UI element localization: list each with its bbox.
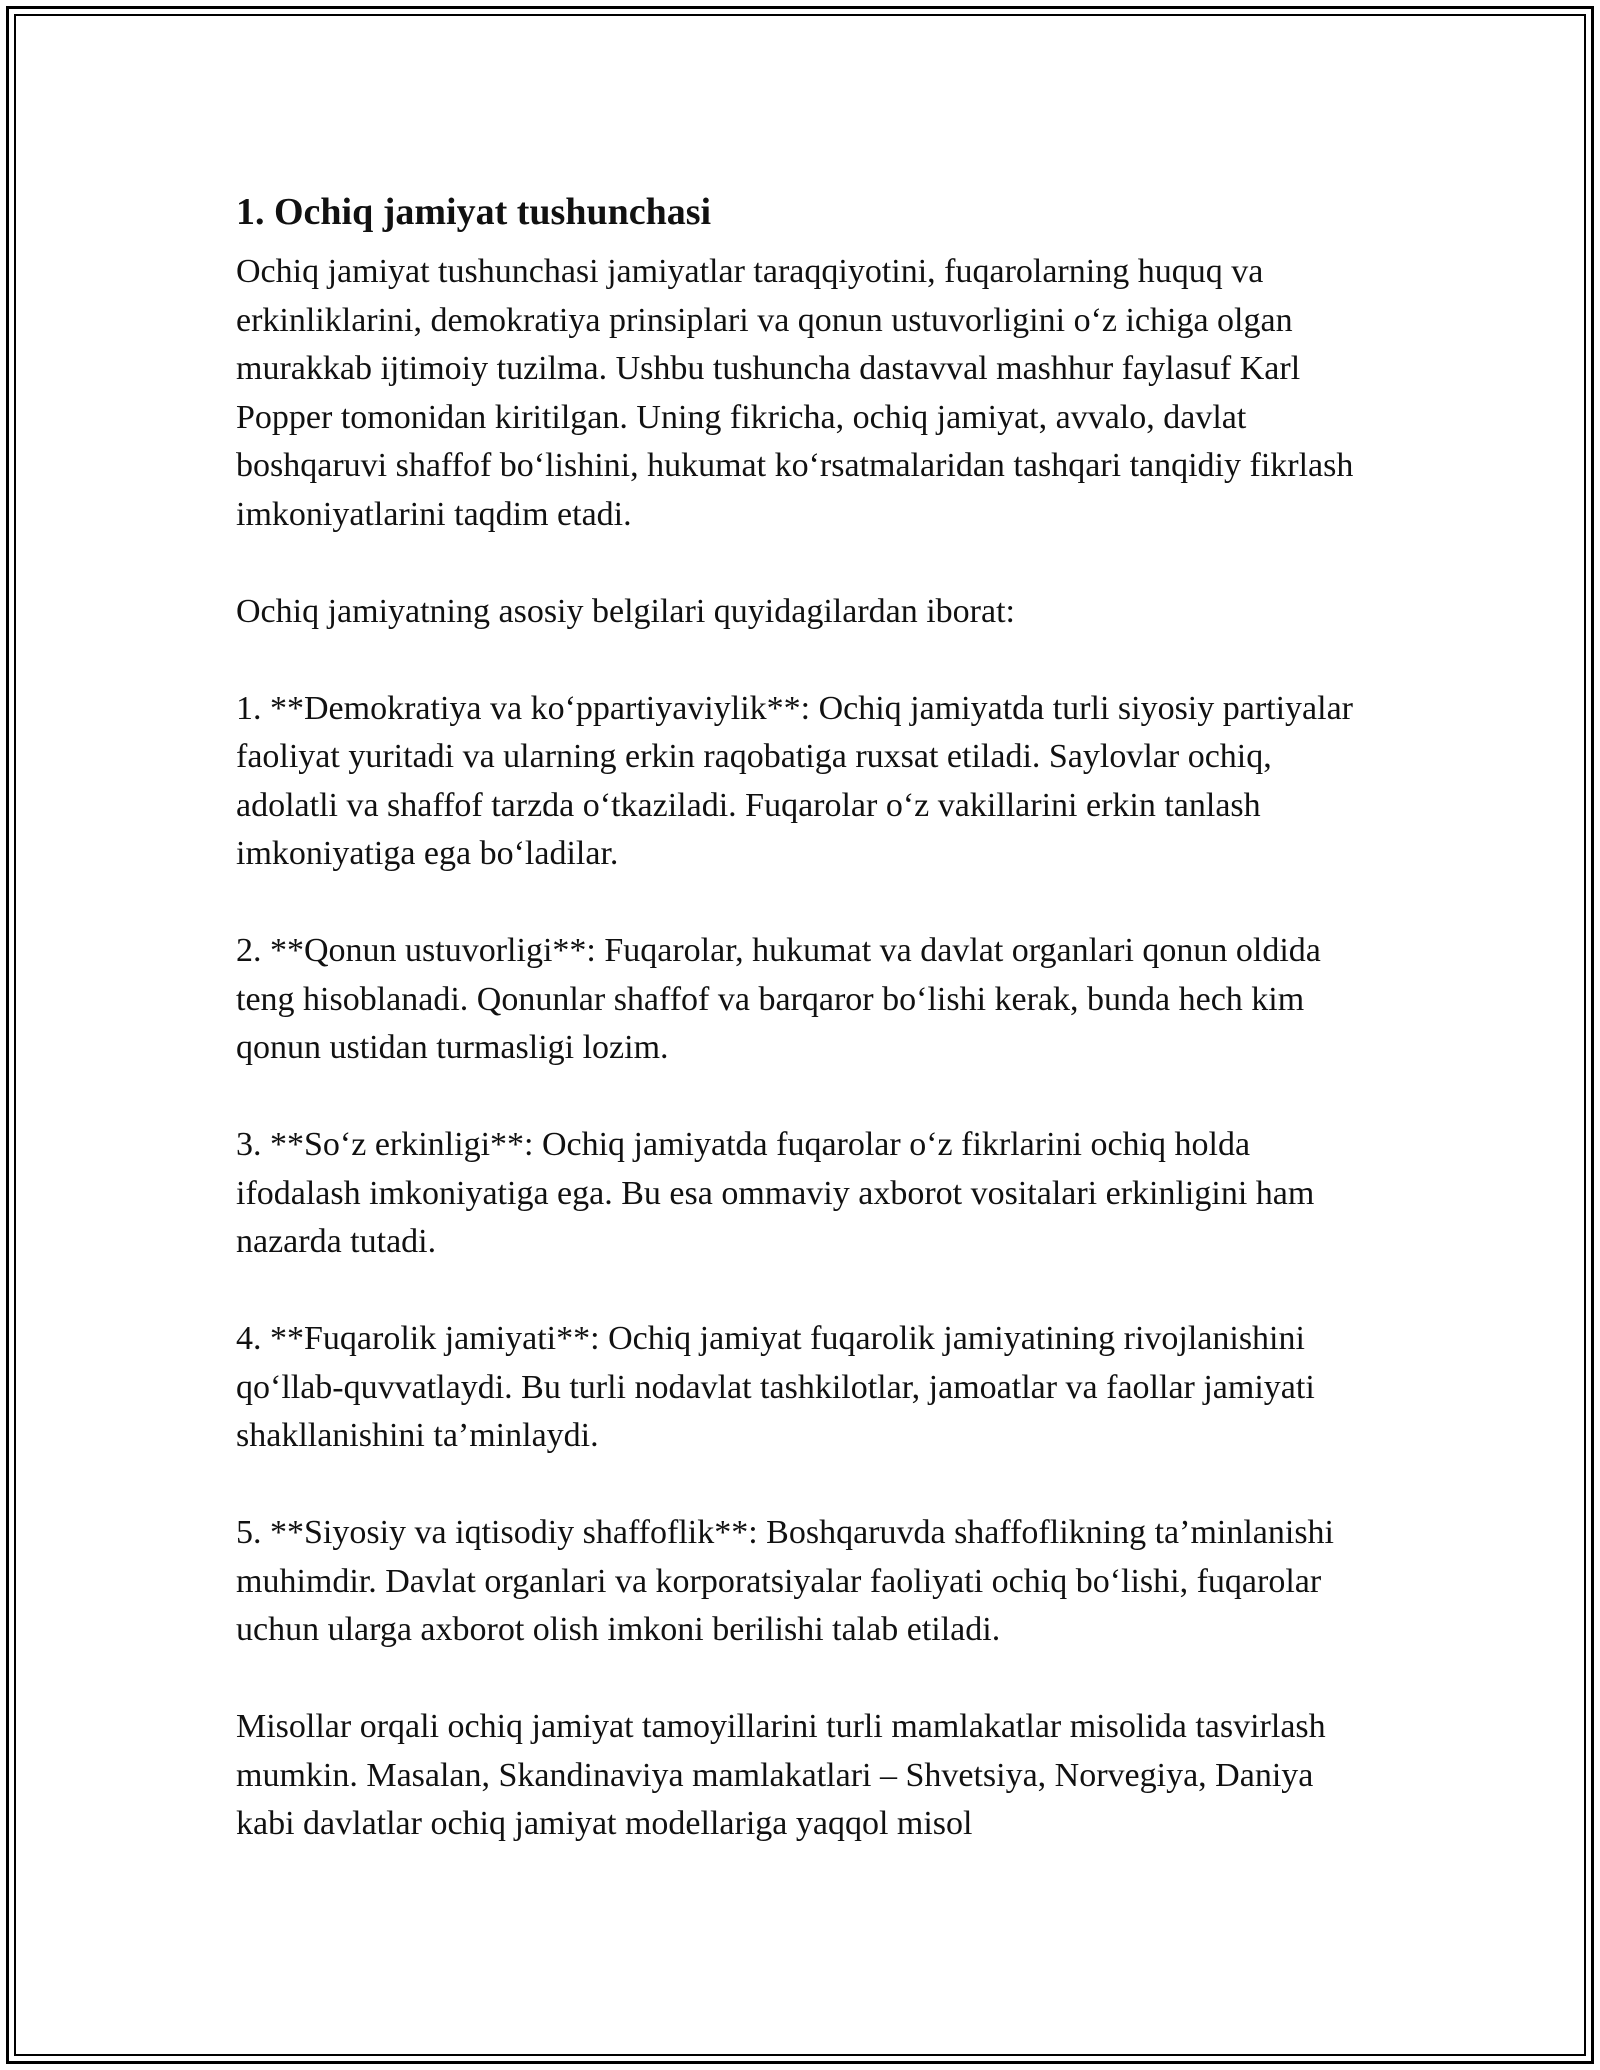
paragraph-examples: Misollar orqali ochiq jamiyat tamoyillarini turli mamlakatlar misolida tasvirlash mumkin. Masalan, Skandinaviya mamlakatlari – Shvetsiya, Norvegiya, Daniya kabi davlatlar ochiq jamiyat modellariga yaqqol misol	[236, 1708, 1326, 1842]
section-heading: 1. Ochiq jamiyat tushunchasi	[236, 191, 712, 233]
list-item-rule-of-law: 2. **Qonun ustuvorligi**: Fuqarolar, hukumat va davlat organlari qonun oldida teng hisoblanadi. Qonunlar shaffof va barqaror bo‘lishi kerak, bunda hech kim qonun ustidan turmasligi lozim.	[236, 932, 1321, 1066]
list-item-democracy: 1. **Demokratiya va ko‘ppartiyaviylik**: Ochiq jamiyatda turli siyosiy partiyalar faoliyat yuritadi va ularning erkin raqobatiga ruxsat etiladi. Saylovlar ochiq, adolatli va shaffof tarzda o‘tkaziladi. Fuqarolar o‘z vakillarini erkin tanlash imkoniyatiga ega bo‘ladilar.	[236, 689, 1354, 872]
document-body	[236, 186, 1366, 1897]
list-item-civil-society: 4. **Fuqarolik jamiyati**: Ochiq jamiyat fuqarolik jamiyatining rivojlanishini qo‘llab-quvvatlaydi. Bu turli nodavlat tashkilotlar, jamoatlar va faollar jamiyati shakllanishini ta’minlaydi.	[236, 1320, 1315, 1454]
paragraph-features-lead: Ochiq jamiyatning asosiy belgilari quyidagilardan iborat:	[236, 592, 1015, 630]
list-item-transparency: 5. **Siyosiy va iqtisodiy shaffoflik**: Boshqaruvda shaffoflikning ta’minlanishi muhimdir. Davlat organlari va korporatsiyalar faoliyati ochiq bo‘lishi, fuqarolar uchun ularga axborot olish imkoni berilishi talab etiladi.	[236, 1514, 1334, 1648]
list-item-free-speech: 3. **So‘z erkinligi**: Ochiq jamiyatda fuqarolar o‘z fikrlarini ochiq holda ifodalash imkoniyatiga ega. Bu esa ommaviy axborot vositalari erkinligini ham nazarda tutadi.	[236, 1126, 1315, 1260]
paragraph-intro: Ochiq jamiyat tushunchasi jamiyatlar taraqqiyotini, fuqarolarning huquq va erkinliklarini, demokratiya prinsiplari va qonun ustuvorligini o‘z ichiga olgan murakkab ijtimoiy tuzilma. Ushbu tushuncha dastavval mashhur faylasuf Karl Popper tomonidan kiritilgan. Uning fikricha, ochiq jamiyat, avvalo, davlat boshqaruvi shaffof bo‘lishini, hukumat ko‘rsatmalaridan tashqari tanqidiy fikrlash imkoniyatlarini taqdim etadi.	[236, 253, 1354, 533]
